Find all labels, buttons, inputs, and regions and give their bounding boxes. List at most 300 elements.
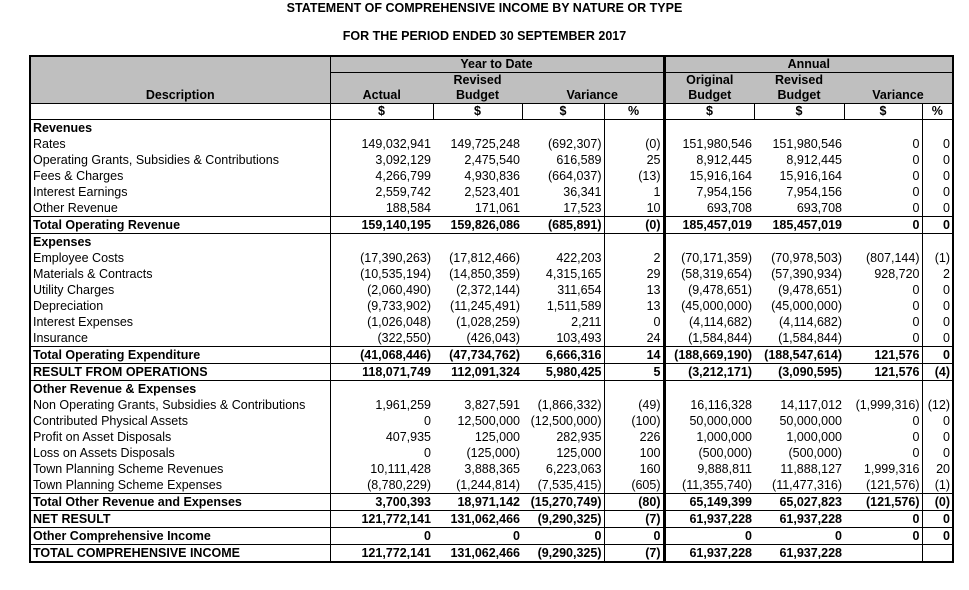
row-label: Materials & Contracts — [30, 266, 330, 282]
description-header: Description — [30, 56, 330, 104]
actual-cell: 0 — [330, 528, 433, 545]
actual-dollar: $ — [330, 104, 433, 120]
annual-variance-pct-cell: 0 — [922, 136, 953, 152]
ytd-variance-cell: 0 — [522, 528, 604, 545]
ytd-variance-pct-cell: 14 — [604, 347, 664, 364]
original-budget-cell: (188,669,190) — [664, 347, 754, 364]
row-label: RESULT FROM OPERATIONS — [30, 364, 330, 381]
income-statement-table — [29, 55, 954, 563]
table-row — [30, 397, 953, 413]
annual-revised-budget-cell: (45,000,000) — [771, 298, 842, 313]
annual-variance-cell: 0 — [912, 152, 920, 167]
row-label: Employee Costs — [30, 250, 330, 266]
annual-revised-budget-cell: (9,478,651) — [778, 282, 842, 297]
original-budget-cell: 1,000,000 — [664, 429, 754, 445]
actual-cell: (2,060,490) — [330, 282, 433, 298]
ytd-variance-header: Variance — [522, 88, 664, 104]
original-budget-cell: 61,937,228 — [664, 545, 754, 563]
ytd-revised-budget-cell: (1,028,259) — [456, 314, 520, 329]
table-row — [30, 314, 953, 330]
annual-variance-pct-cell: 0 — [922, 152, 953, 168]
annual-variance-cell: 0 — [912, 168, 920, 183]
ytd-revised-budget-cell — [433, 120, 522, 137]
annual-revised-budget-cell: (70,978,503) — [771, 250, 842, 265]
row-label: Total Operating Expenditure — [30, 347, 330, 364]
ytd-revised-budget-cell: 112,091,324 — [433, 364, 522, 381]
annual-variance-pct-cell: 0 — [922, 445, 953, 461]
ytd-revised-budget-cell: 18,971,142 — [433, 494, 522, 511]
annual-variance-pct-cell: (12) — [922, 397, 953, 413]
annual-variance-pct-cell: 2 — [922, 266, 953, 282]
row-label: Rates — [30, 136, 330, 152]
section-row — [30, 234, 953, 251]
original-budget-cell: 185,457,019 — [664, 217, 754, 234]
ytd-variance-pct-cell: (80) — [604, 494, 664, 511]
ytd-variance-pct-cell — [604, 234, 664, 251]
ytd-revised-budget-cell: 3,888,365 — [464, 461, 520, 476]
ytd-variance-header-top — [522, 73, 604, 89]
ytd-variance-cell — [522, 381, 604, 398]
ytd-variance-pct-cell: (0) — [604, 217, 664, 234]
ytd-variance-pct-cell: (7) — [604, 511, 664, 528]
original-budget-cell: (500,000) — [664, 445, 754, 461]
ytd-variance-pct-cell: (13) — [604, 168, 664, 184]
original-budget-cell: (1,584,844) — [664, 330, 754, 347]
actual-cell: (17,390,263) — [330, 250, 433, 266]
annual-revised-budget-cell: (4,114,682) — [778, 314, 842, 329]
annual-variance-cell — [844, 545, 922, 563]
original-budget-cell: 61,937,228 — [664, 511, 754, 528]
actual-cell: 1,961,259 — [330, 397, 433, 413]
ytd-revised-budget-cell — [433, 234, 522, 251]
table-row — [30, 330, 953, 347]
actual-cell: (10,535,194) — [330, 266, 433, 282]
total-row — [30, 528, 953, 545]
annual-variance-pct-cell: 0 — [922, 330, 953, 347]
ytd-revised-budget-cell: (1,244,814) — [456, 477, 520, 492]
original-budget-cell: (70,171,359) — [664, 250, 754, 266]
annual-revised-budget-cell — [754, 381, 844, 398]
original-budget-cell: 9,888,811 — [664, 461, 754, 477]
table-row — [30, 282, 953, 298]
ytd-revised-budget-cell: 149,725,248 — [450, 136, 520, 151]
annual-variance-pct-cell: 0 — [922, 314, 953, 330]
original-budget-cell: 65,149,399 — [664, 494, 754, 511]
ytd-variance-cell: 36,341 — [563, 184, 602, 199]
row-label: Other Revenue & Expenses — [30, 381, 330, 398]
table-row — [30, 298, 953, 314]
ytd-variance-cell: 2,211 — [571, 314, 602, 329]
annual-variance-pct-cell: 0 — [922, 413, 953, 429]
original-budget-cell: (58,319,654) — [664, 266, 754, 282]
section-row — [30, 120, 953, 137]
ytd-revised-budget-cell: 3,827,591 — [464, 397, 520, 412]
annual-variance-cell — [844, 381, 922, 398]
annual-budget-header: Budget — [754, 88, 844, 104]
ytd-variance-pct-cell: (49) — [604, 397, 664, 413]
annual-variance-header-top — [844, 73, 922, 89]
ytd-variance-pct-cell: 10 — [604, 200, 664, 217]
actual-cell: (8,780,229) — [330, 477, 433, 494]
total-row — [30, 545, 953, 563]
actual-header: Actual — [330, 88, 433, 104]
annual-variance-cell — [844, 120, 922, 137]
ytd-variance-percent: % — [604, 104, 664, 120]
annual-variance-cell: 0 — [912, 184, 920, 199]
annual-revised-budget-cell: 8,912,445 — [786, 152, 842, 167]
ytd-variance-pct-cell: (100) — [604, 413, 664, 429]
ytd-variance-pct-cell: 1 — [604, 184, 664, 200]
row-label: Fees & Charges — [30, 168, 330, 184]
annual-variance-pct-cell: 0 — [922, 184, 953, 200]
actual-cell — [330, 381, 433, 398]
ytd-revised-budget-cell: 0 — [433, 528, 522, 545]
row-label: Utility Charges — [30, 282, 330, 298]
ytd-variance-cell — [522, 234, 604, 251]
ytd-variance-pct-cell: 160 — [604, 461, 664, 477]
annual-variance-cell: 0 — [844, 511, 922, 528]
annual-variance-cell: 0 — [912, 330, 920, 345]
ytd-variance-pct-cell: 13 — [604, 282, 664, 298]
ytd-variance-cell: (1,866,332) — [537, 397, 602, 412]
ytd-revised-budget-cell: 2,523,401 — [464, 184, 520, 199]
table-row — [30, 429, 953, 445]
ytd-variance-cell: 4,315,165 — [545, 266, 602, 281]
ytd-variance-pct-cell — [604, 120, 664, 137]
ytd-variance-cell: (7,535,415) — [537, 477, 602, 492]
row-label: Operating Grants, Subsidies & Contributions — [30, 152, 330, 168]
annual-variance-cell: 0 — [912, 200, 920, 215]
ytd-variance-cell: 1,511,589 — [546, 298, 602, 313]
annual-variance-pct-cell: 0 — [922, 528, 953, 545]
original-budget-cell: 693,708 — [664, 200, 754, 217]
ytd-variance-cell: (685,891) — [522, 217, 604, 234]
annual-variance-cell: 0 — [912, 298, 920, 313]
ytd-variance-cell: (15,270,749) — [522, 494, 604, 511]
annual-variance-header: Variance — [844, 88, 953, 104]
annual-variance-pct-cell: 0 — [922, 282, 953, 298]
annual-revised-budget-cell: 14,117,012 — [780, 397, 842, 412]
annual-revised-budget-cell: 1,000,000 — [786, 429, 842, 444]
annual-variance-pct-cell: 0 — [922, 168, 953, 184]
original-budget-cell: (4,114,682) — [664, 314, 754, 330]
actual-cell: 3,092,129 — [330, 152, 433, 168]
table-row — [30, 413, 953, 429]
original-budget-cell: (3,212,171) — [664, 364, 754, 381]
actual-cell: 149,032,941 — [330, 136, 433, 152]
original-dollar: $ — [664, 104, 754, 120]
original-budget-cell: 16,116,328 — [664, 397, 754, 413]
annual-revised-budget-cell: (57,390,934) — [771, 266, 842, 281]
annual-variance-cell: 0 — [912, 314, 920, 329]
annual-variance-cell: (807,144) — [865, 250, 920, 265]
table-row — [30, 266, 953, 282]
annual-revised-budget-cell: (11,477,316) — [772, 477, 842, 492]
actual-cell: 0 — [330, 413, 433, 429]
actual-cell — [330, 234, 433, 251]
ytd-variance-cell: 616,589 — [556, 152, 602, 167]
annual-variance-cell: 0 — [912, 282, 920, 297]
annual-variance-pct-cell: 0 — [922, 511, 953, 528]
annual-variance-cell: 121,576 — [844, 364, 922, 381]
annual-variance-cell: 0 — [844, 217, 922, 234]
table-row — [30, 461, 953, 477]
original-budget-cell — [664, 120, 754, 137]
original-budget-cell: 7,954,156 — [664, 184, 754, 200]
total-row — [30, 217, 953, 234]
row-label: Contributed Physical Assets — [30, 413, 330, 429]
annual-variance-pct-cell — [922, 120, 953, 137]
ytd-budget-dollar: $ — [433, 104, 522, 120]
row-label: Revenues — [30, 120, 330, 137]
row-label: Loss on Assets Disposals — [30, 445, 330, 461]
annual-pct-header-top — [922, 73, 953, 89]
table-row — [30, 136, 953, 152]
annual-variance-pct-cell: (0) — [922, 494, 953, 511]
original-budget-cell: 0 — [664, 528, 754, 545]
annual-variance-pct-cell: 0 — [922, 347, 953, 364]
ytd-variance-pct-cell: 29 — [604, 266, 664, 282]
ytd-variance-pct-cell — [604, 381, 664, 398]
ytd-revised-budget-cell: (11,245,491) — [450, 298, 520, 313]
ytd-variance-pct-cell: 25 — [604, 152, 664, 168]
ytd-variance-cell: 125,000 — [556, 445, 602, 460]
actual-cell: 2,559,742 — [330, 184, 433, 200]
table-row — [30, 200, 953, 217]
original-budget-cell — [664, 234, 754, 251]
ytd-revised-budget-cell: 12,500,000 — [457, 413, 520, 428]
annual-revised-budget-cell: 61,937,228 — [754, 511, 844, 528]
ytd-variance-cell: (664,037) — [547, 168, 602, 183]
annual-variance-pct-cell — [922, 234, 953, 251]
original-budget-cell: (9,478,651) — [664, 282, 754, 298]
ytd-variance-cell — [522, 120, 604, 137]
annual-variance-dollar: $ — [844, 104, 922, 120]
table-row — [30, 152, 953, 168]
actual-cell: 10,111,428 — [330, 461, 433, 477]
total-row — [30, 511, 953, 528]
ytd-variance-pct-cell: (605) — [604, 477, 664, 494]
ytd-pct-header-top — [604, 73, 664, 89]
row-label: Non Operating Grants, Subsidies & Contributions — [30, 397, 330, 413]
actual-cell: (9,733,902) — [330, 298, 433, 314]
annual-revised-budget-cell: 50,000,000 — [779, 413, 842, 428]
original-budget-header: Budget — [664, 88, 754, 104]
original-budget-cell: 151,980,546 — [664, 136, 754, 152]
ytd-variance-cell: 6,223,063 — [545, 461, 602, 476]
row-label: Town Planning Scheme Revenues — [30, 461, 330, 477]
original-header: Original — [664, 73, 754, 89]
annual-budget-dollar: $ — [754, 104, 844, 120]
actual-header-top — [330, 73, 433, 89]
statement-subtitle: FOR THE PERIOD ENDED 30 SEPTEMBER 2017 — [342, 29, 627, 43]
annual-revised-budget-cell: 65,027,823 — [754, 494, 844, 511]
annual-variance-cell: 121,576 — [844, 347, 922, 364]
actual-cell: 0 — [330, 445, 433, 461]
annual-variance-cell: (121,576) — [865, 477, 920, 492]
annual-variance-cell: 0 — [912, 413, 920, 428]
annual-revised-budget-cell: 0 — [754, 528, 844, 545]
ytd-variance-dollar: $ — [522, 104, 604, 120]
original-budget-cell — [664, 381, 754, 398]
annual-variance-pct-cell: (1) — [922, 477, 953, 494]
actual-cell — [330, 120, 433, 137]
annual-variance-percent: % — [922, 104, 953, 120]
total-row — [30, 347, 953, 364]
ytd-variance-pct-cell: 100 — [604, 445, 664, 461]
annual-revised-budget-cell: 185,457,019 — [754, 217, 844, 234]
annual-variance-cell: 1,999,316 — [863, 461, 920, 476]
row-label: Total Other Revenue and Expenses — [30, 494, 330, 511]
row-label: Town Planning Scheme Expenses — [30, 477, 330, 494]
row-label: Expenses — [30, 234, 330, 251]
annual-revised-budget-cell: 151,980,546 — [772, 136, 842, 151]
ytd-revised-budget-cell: (2,372,144) — [456, 282, 520, 297]
actual-cell: (41,068,446) — [330, 347, 433, 364]
ytd-variance-cell: 5,980,425 — [522, 364, 604, 381]
annual-variance-pct-cell: 0 — [922, 200, 953, 217]
total-row — [30, 364, 953, 381]
ytd-variance-cell: 422,203 — [556, 250, 602, 265]
table-row — [30, 184, 953, 200]
table-row — [30, 168, 953, 184]
row-label: NET RESULT — [30, 511, 330, 528]
annual-variance-pct-cell: 0 — [922, 429, 953, 445]
ytd-variance-cell: 6,666,316 — [522, 347, 604, 364]
annual-revised-budget-cell — [754, 120, 844, 137]
annual-revised-budget-cell — [754, 234, 844, 251]
actual-cell: (322,550) — [330, 330, 433, 347]
actual-cell: 121,772,141 — [330, 545, 433, 563]
annual-revised-budget-cell: (1,584,844) — [778, 330, 842, 345]
row-label: Other Revenue — [30, 200, 330, 217]
actual-cell: 159,140,195 — [330, 217, 433, 234]
ytd-revised-budget-cell: (47,734,762) — [433, 347, 522, 364]
row-label: Depreciation — [30, 298, 330, 314]
table-row — [30, 250, 953, 266]
ytd-variance-pct-cell: 5 — [604, 364, 664, 381]
ytd-variance-cell: (9,290,325) — [522, 545, 604, 563]
actual-cell: 407,935 — [330, 429, 433, 445]
annual-revised-budget-cell: (500,000) — [788, 445, 842, 460]
original-budget-cell: 50,000,000 — [664, 413, 754, 429]
ytd-revised-budget-cell: 125,000 — [474, 429, 520, 444]
annual-revised-budget-cell: (188,547,614) — [754, 347, 844, 364]
ytd-revised-budget-cell: (14,850,359) — [449, 266, 520, 281]
ytd-variance-cell: (9,290,325) — [522, 511, 604, 528]
annual-revised-budget-cell: 61,937,228 — [754, 545, 844, 563]
actual-cell: (1,026,048) — [330, 314, 433, 330]
ytd-variance-pct-cell: 24 — [604, 330, 664, 347]
ytd-variance-pct-cell: (7) — [604, 545, 664, 563]
annual-variance-cell: 0 — [844, 528, 922, 545]
statement-title: STATEMENT OF COMPREHENSIVE INCOME BY NATURE OR TYPE — [286, 1, 683, 15]
ytd-variance-cell: 311,654 — [557, 282, 602, 297]
annual-revised-budget-cell: 15,916,164 — [779, 168, 842, 183]
ytd-revised-budget-cell: 159,826,086 — [433, 217, 522, 234]
annual-variance-cell: 928,720 — [874, 266, 920, 281]
ytd-variance-cell: 103,493 — [556, 330, 602, 345]
actual-cell: 118,071,749 — [330, 364, 433, 381]
original-budget-cell: (45,000,000) — [664, 298, 754, 314]
annual-revised-budget-cell: (3,090,595) — [754, 364, 844, 381]
ytd-variance-cell: 282,935 — [556, 429, 602, 444]
row-label: Total Operating Revenue — [30, 217, 330, 234]
annual-variance-cell: 0 — [912, 445, 920, 460]
annual-revised-budget-cell: 11,888,127 — [780, 461, 842, 476]
statement-rows — [30, 120, 953, 563]
annual-revised-budget-cell: 7,954,156 — [786, 184, 842, 199]
ytd-revised-budget-cell: 2,475,540 — [464, 152, 520, 167]
ytd-revised-budget-cell — [433, 381, 522, 398]
ytd-revised-budget-cell: 131,062,466 — [433, 511, 522, 528]
ytd-variance-pct-cell: 0 — [604, 528, 664, 545]
row-label: Insurance — [30, 330, 330, 347]
ytd-variance-cell: (12,500,000) — [530, 413, 602, 428]
ytd-revised-budget-cell: 4,930,836 — [464, 168, 520, 183]
ytd-variance-cell: 17,523 — [563, 200, 602, 215]
actual-cell: 4,266,799 — [330, 168, 433, 184]
annual-revised-budget-cell: 693,708 — [796, 200, 842, 215]
annual-variance-cell — [844, 234, 922, 251]
table-row — [30, 445, 953, 461]
ytd-revised-header: Revised — [433, 73, 522, 89]
annual-variance-pct-cell: 0 — [922, 298, 953, 314]
annual-variance-pct-cell: (4) — [922, 364, 953, 381]
row-label: Interest Earnings — [30, 184, 330, 200]
row-label: Profit on Asset Disposals — [30, 429, 330, 445]
section-row — [30, 381, 953, 398]
annual-variance-cell: (1,999,316) — [855, 397, 920, 412]
ytd-budget-header: Budget — [433, 88, 522, 104]
ytd-variance-pct-cell: (0) — [604, 136, 664, 152]
ytd-revised-budget-cell: 131,062,466 — [433, 545, 522, 563]
row-label: Other Comprehensive Income — [30, 528, 330, 545]
ytd-revised-budget-cell: 171,061 — [474, 200, 520, 215]
ytd-revised-budget-cell: (125,000) — [466, 445, 520, 460]
ytd-variance-pct-cell: 2 — [604, 250, 664, 266]
ytd-revised-budget-cell: (426,043) — [466, 330, 520, 345]
row-label: TOTAL COMPREHENSIVE INCOME — [30, 545, 330, 563]
annual-variance-pct-cell: 20 — [922, 461, 953, 477]
annual-variance-cell: (121,576) — [844, 494, 922, 511]
original-budget-cell: 8,912,445 — [664, 152, 754, 168]
annual-revised-header: Revised — [754, 73, 844, 89]
annual-variance-cell: 0 — [912, 429, 920, 444]
description-symbol-cell — [30, 104, 330, 120]
ytd-variance-pct-cell: 226 — [604, 429, 664, 445]
row-label: Interest Expenses — [30, 314, 330, 330]
annual-header: Annual — [664, 56, 953, 73]
ytd-variance-pct-cell: 13 — [604, 298, 664, 314]
actual-cell: 121,772,141 — [330, 511, 433, 528]
original-budget-cell: 15,916,164 — [664, 168, 754, 184]
table-row — [30, 477, 953, 494]
ytd-variance-cell: (692,307) — [547, 136, 602, 151]
actual-cell: 3,700,393 — [330, 494, 433, 511]
original-budget-cell: (11,355,740) — [664, 477, 754, 494]
annual-variance-pct-cell: (1) — [922, 250, 953, 266]
annual-variance-cell: 0 — [912, 136, 920, 151]
ytd-revised-budget-cell: (17,812,466) — [449, 250, 520, 265]
annual-variance-pct-cell — [922, 545, 953, 563]
annual-variance-pct-cell — [922, 381, 953, 398]
ytd-variance-pct-cell: 0 — [604, 314, 664, 330]
ytd-header: Year to Date — [330, 56, 664, 73]
annual-variance-pct-cell: 0 — [922, 217, 953, 234]
actual-cell: 188,584 — [330, 200, 433, 217]
total-row — [30, 494, 953, 511]
